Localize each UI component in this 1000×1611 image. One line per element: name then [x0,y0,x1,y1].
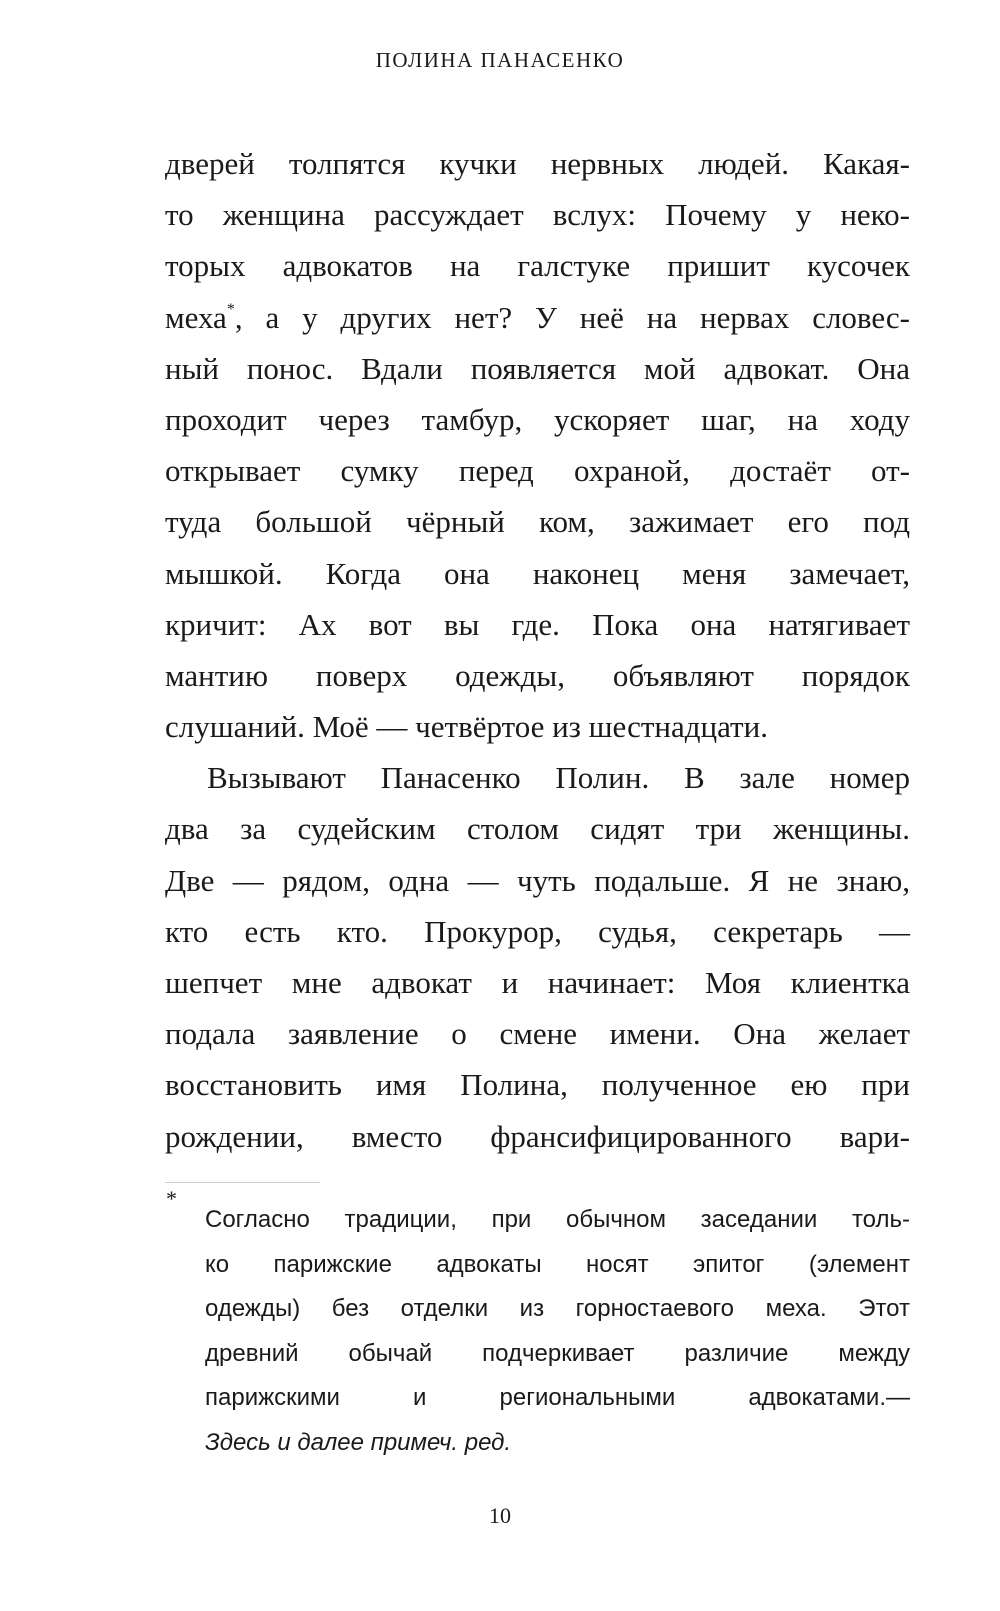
text-line: Две — рядом, одна — чуть подальше. Я не знаю, [165,862,910,898]
footnote-editor-note: Здесь и далее примеч. ред. [205,1428,512,1456]
text-line: кричит: Ах вот вы где. Пока она натягивает [165,606,910,642]
footnote-marker: * [166,1186,177,1211]
text-line: мышкой. Когда она наконец меня замечает, [165,555,910,591]
text-line: подала заявление о смене имени. Она желает [165,1016,910,1052]
text-line: мантию поверх одежды, объявляют порядок [165,657,910,693]
footnote [205,1198,910,1465]
text-fragment: , а у других нет? У неё на нервах словес- [234,299,910,335]
text-line: туда большой чёрный ком, зажимает его под [165,504,910,540]
text-line: Вызывают Панасенко Полин. В зале номер [207,760,910,796]
page-number: 10 [489,1503,511,1528]
footnote-reference: * [226,300,235,318]
text-line: то женщина рассуждает вслух: Почему у неко- [165,197,910,233]
text-fragment: меха [165,299,227,335]
main-text [165,138,910,1162]
text-line: рождении, вместо франсифицированного вари- [165,1118,910,1154]
text-line: торых адвокатов на галстуке пришит кусочек [165,248,910,284]
footnote-line: одежды) без отделки из горностаевого меха. Этот [205,1295,910,1322]
text-line: два за судейским столом сидят три женщины. [165,811,910,847]
text-line: слушаний. Моё — четвёртое из шестнадцати. [165,709,768,745]
footnote-line: ко парижские адвокаты носят эпитог (элемент [205,1250,910,1278]
footnote-divider [165,1182,320,1183]
running-header: ПОЛИНА ПАНАСЕНКО [375,48,625,72]
footnote-line: Согласно традиции, при обычном заседании толь- [205,1206,910,1233]
footnote-line: парижскими и региональными адвокатами.— [205,1384,910,1411]
text-line: проходит через тамбур, ускоряет шаг, на ходу [165,401,910,437]
text-line: дверей толпятся кучки нервных людей. Какая- [165,146,910,181]
text-line: шепчет мне адвокат и начинает: Моя клиентка [165,965,910,1000]
text-line: ный понос. Вдали появляется мой адвокат. Она [165,350,910,386]
text-line: восстановить имя Полина, полученное ею при [165,1067,910,1103]
text-line: открывает сумку перед охраной, достаёт от- [165,453,910,489]
text-line: кто есть кто. Прокурор, судья, секретарь — [165,913,910,949]
text-line-with-footnote [165,292,910,343]
footnote-line: древний обычай подчеркивает различие между [205,1339,910,1367]
